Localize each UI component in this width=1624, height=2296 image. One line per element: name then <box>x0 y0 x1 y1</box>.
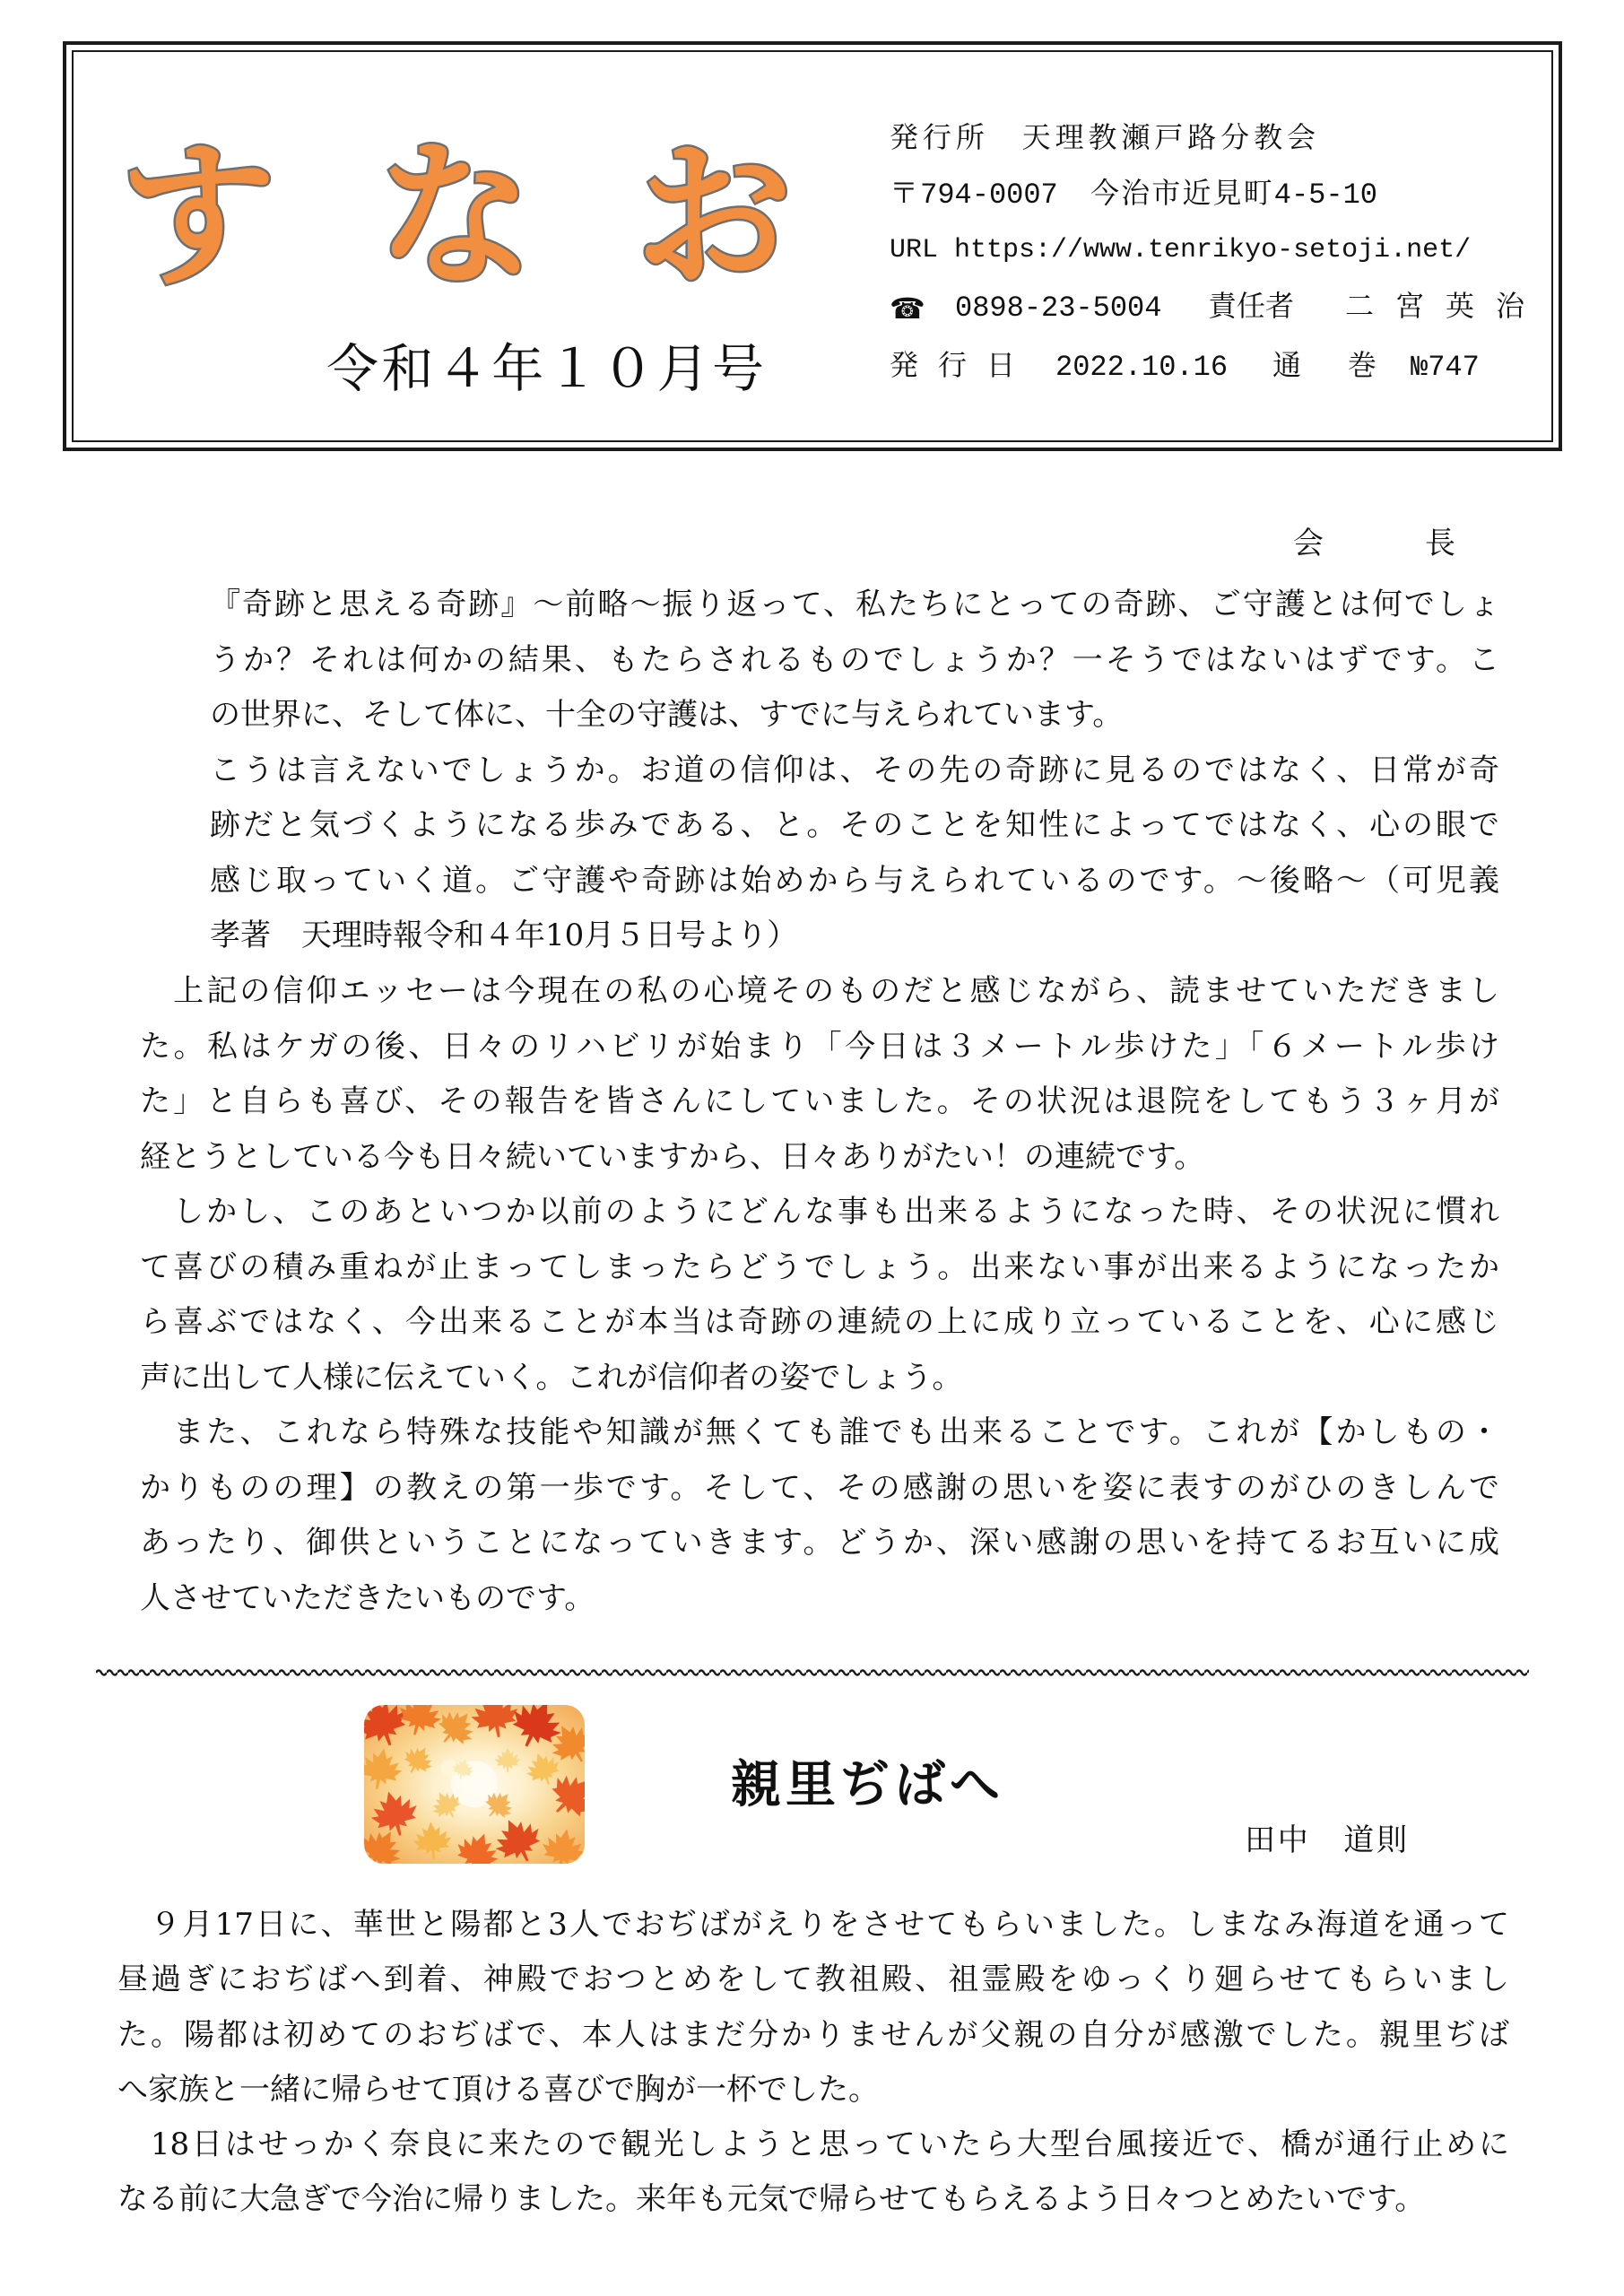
maple-leaf <box>450 1826 505 1864</box>
editor-name: 二 宮 英 治 <box>1345 291 1524 325</box>
text-line: 上記の信仰エッセーは今現在の私の心境そのものだと感じながら、読ませていただきまし <box>140 973 1499 1009</box>
autumn-leaves-illustration <box>364 1705 585 1864</box>
maple-leaf <box>412 1821 454 1861</box>
message-author: 会 長 <box>1293 526 1455 561</box>
article-title: 親里ぢばへ <box>731 1756 1000 1814</box>
maple-leaf <box>495 1748 521 1773</box>
maple-leaf <box>467 1705 522 1741</box>
wavy-divider <box>96 1667 1529 1678</box>
editor-label: 責任者 <box>1208 291 1295 325</box>
text-line: た。私はケガの後、日々のリハビリが始まり「今日は３メートル歩けた」「６メートル歩け <box>140 1028 1499 1065</box>
paragraph <box>140 1405 1499 1626</box>
volume-label: 通 巻 <box>1272 351 1376 384</box>
website-url: URL https://www.tenrikyo-setoji.net/ <box>890 235 1472 265</box>
maple-leaf <box>364 1744 405 1793</box>
phone-number: 0898-23-5004 <box>955 291 1162 325</box>
maple-leaf <box>398 1740 439 1780</box>
text-line: 感じ取っていく道。ご守護や奇跡は始めから与えられているのです。～後略～（可児義 <box>210 862 1499 899</box>
date-label: 発 行 日 <box>890 351 1015 384</box>
issue-date: 2022.10.16 <box>1055 351 1229 384</box>
paragraph <box>140 964 1499 1185</box>
newsletter-title: す な お <box>118 125 793 309</box>
text-line: 孝著 天理時報令和４年10月５日号より） <box>210 918 798 954</box>
text-line: かりものの理】の教えの第一歩です。そして、その感謝の思いを姿に表すのがひのきしんで <box>140 1469 1499 1506</box>
article-body <box>117 1898 1509 2228</box>
phone-icon: ☎ <box>890 291 925 326</box>
publisher: 発行所 天理教瀬戸路分教会 <box>890 123 1316 156</box>
paragraph <box>140 1185 1499 1405</box>
text-line: 18日はせっかく奈良に来たので観光しようと思っていたら大型台風接近で、橋が通行止めに <box>117 2126 1509 2163</box>
issue-label: 令和４年１０月号 <box>326 338 764 399</box>
text-line: しかし、このあといつか以前のようにどんな事も出来るようになった時、その状況に慣れ <box>140 1194 1499 1231</box>
message-body <box>140 964 1499 1627</box>
maple-leaf <box>366 1786 423 1842</box>
autumn-leaves-image <box>364 1705 585 1864</box>
paragraph <box>210 578 1499 744</box>
text-line: こうは言えないでしょうか。お道の信仰は、その先の奇跡に見るのではなく、日常が奇 <box>210 752 1499 788</box>
text-line: ９月17日に、華世と陽都と3人でおぢばがえりをさせてもらいました。しまなみ海道を通って <box>117 1907 1509 1943</box>
masthead <box>0 0 1624 466</box>
maple-leaf <box>487 1810 549 1864</box>
paragraph <box>210 744 1499 964</box>
text-line: なる前に大急ぎで今治に帰りました。来年も元気で帰らせてもらえるよう日々つとめたいです。 <box>117 2181 1426 2218</box>
text-line: へ家族と一緒に帰らせて頂ける喜びで胸が一杯でした。 <box>117 2071 879 2108</box>
text-line: 跡だと気づくようになる歩みである、と。そのことを知性によってではなく、心の眼で <box>210 807 1499 844</box>
text-line: 人させていただきたいものです。 <box>140 1580 595 1617</box>
volume-number: №747 <box>1411 351 1480 384</box>
paragraph <box>117 2118 1509 2228</box>
text-line: た。陽都は初めてのおぢばで、本人はまだ分かりませんが父親の自分が感激でした。親里ぢば <box>117 2016 1509 2053</box>
quoted-essay <box>210 578 1499 964</box>
text-line: うか？それは何かの結果、もたらされるものでしょうか？一そうではないはずです。こ <box>210 641 1499 678</box>
text-line: の世界に、そして体に、十全の守護は、すでに与えられています。 <box>210 697 1124 734</box>
text-line: あったり、御供ということになっていきます。どうか、深い感謝の思いを持てるお互いに成 <box>140 1525 1499 1561</box>
text-line: た」と自らも喜び、その報告を皆さんにしていました。その状況は退院をしてもう３ヶ月が <box>140 1083 1499 1120</box>
article-author: 田中 道則 <box>1245 1822 1407 1858</box>
maple-leaf <box>364 1821 410 1864</box>
text-line: 『奇跡と思える奇跡』～前略～振り返って、私たちにとっての奇跡、ご守護とは何でしょ <box>210 587 1499 622</box>
paragraph <box>117 1898 1509 2118</box>
text-line: 経とうとしている今も日々続いていますから、日々ありがたい！の連続です。 <box>140 1138 1205 1175</box>
maple-leaf <box>539 1825 585 1864</box>
text-line: ら喜ぶではなく、今出来ることが本当は奇跡の連続の上に成り立っていることを、心に感じ <box>140 1304 1499 1341</box>
text-line: 声に出して人様に伝えていく。これが信仰者の姿でしょう。 <box>140 1359 963 1396</box>
text-line: また、これなら特殊な技能や知識が無くても誰でも出来ることです。これが【かしもの・ <box>140 1414 1499 1451</box>
text-line: て喜びの積み重ねが止まってしまったらどうでしょう。出来ない事が出来るようになったか <box>140 1248 1499 1285</box>
text-line: 昼過ぎにおぢばへ到着、神殿でおつとめをして教祖殿、祖霊殿をゆっくり廻らせてもらいまし <box>117 1961 1509 1998</box>
address: 〒794-0007 今治市近見町4-5-10 <box>890 178 1377 212</box>
